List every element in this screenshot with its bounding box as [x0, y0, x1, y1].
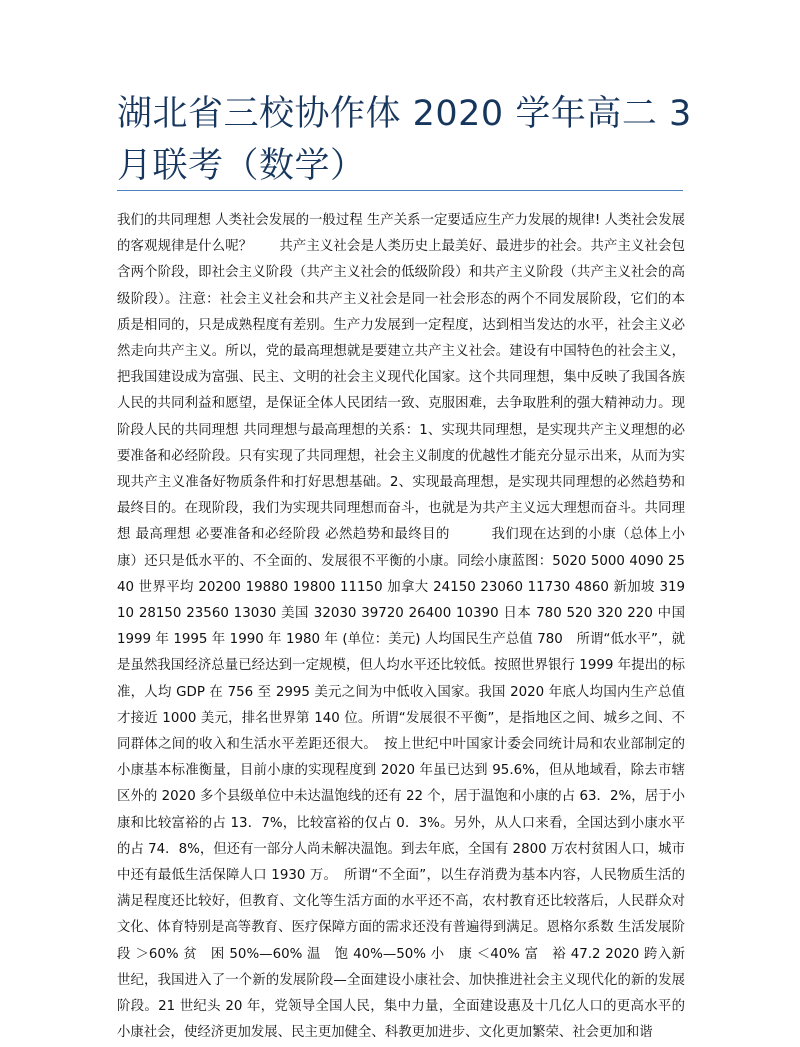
document-title: 湖北省三校协作体 2020 学年高二 3 月联考（数学）	[117, 94, 692, 186]
document-body: 我们的共同理想 人类社会发展的一般过程 生产关系一定要适应生产力发展的规律! 人类社会发展的客观规律是什么呢？ 共产主义社会是人类历史上最美好、最进步的社会。共产主义社会包含两个阶段，即社会主义阶段（共产主义社会的低级阶段）和共产主义阶段（共产主义社会的高级阶段）。注意：社会主义社会和共产主义社会是同一社会形态的两个不同发展阶段，它们的本质是相同的，只是成熟程度有差别。生产力发展到一定程度，达到相当发达的水平，社会主义必然走向共产主义。所以，党的最高理想就是要建立共产主义社会。建设有中国特色的社会主义，把我国建设成为富强、民主、文明的社会主义现代化国家。这个共同理想，集中反映了我国各族人民的共同利益和愿望，是保证全体人民团结一致、克服困难，去争取胜利的强大精神动力。现阶段人民的共同理想 共同理想与最高理想的关系：1、实现共同理想，是实现共产主义理想的必要准备和必经阶段。只有实现了共同理想，社会主义制度的优越性才能充分显示出来，从而为实现共产主义准备好物质条件和打好思想基础。2、实现最高理想，是实现共同理想的必然趋势和最终目的。在现阶段，我们为实现共同理想而奋斗，也就是为共产主义远大理想而奋斗。共同理想 最高理想 必要准备和必经阶段 必然趋势和最终目的 我们现在达到的小康（总体上小康）还只是低水平的、不全面的、发展很不平衡的小康。同绘小康蓝图：5020 5000 4090 2540 世界平均 20200 19880 19800 11150 加拿大 24150 23060 11730 4860 新加坡 31910 28150 23560 13030 美国 32030 39720 26400 10390 日本 780 520 320 220 中国 1999 年 1995 年 1990 年 1980 年 (单位：美元) 人均国民生产总值 780 所谓“低水平”，就是虽然我国经济总量已经达到一定规模，但人均水平还比较低。按照世界银行 1999 年提出的标准，人均 GDP 在 756 至 2995 美元之间为中低收入国家。我国 2020 年底人均国内生产总值才接近 1000 美元，排名世界第 140 位。所谓“发展很不平衡”，是指地区之间、城乡之间、不同群体之间的收入和生活水平差距还很大。 按上世纪中叶国家计委会同统计局和农业部制定的小康基本标准衡量，目前小康的实现程度到 2020 年虽已达到 95.6%，但从地域看，除去市辖区外的 2020 多个县级单位中未达温饱线的还有 22 个，居于温饱和小康的占 63．2%，居于小康和比较富裕的占 13．7%，比较富裕的仅占 0．3%。另外，从人口来看，全国达到小康水平的占 74．8%，但还有一部分人尚未解决温饱。到去年底，全国有 2800 万农村贫困人口，城市中还有最低生活保障人口 1930 万。 所谓“不全面”，以生存消费为基本内容，人民物质生活的满足程度还比较好，但教育、文化等生活方面的水平还不高，农村教育还比较落后，人民群众对文化、体育特别是高等教育、医疗保障方面的需求还没有普遍得到满足。恩格尔系数 生活发展阶段 ＞60% 贫 困 50%—60% 温 饱 40%—50% 小 康 ＜40% 富 裕 47.2 2020 跨入新世纪，我国进入了一个新的发展阶段—全面建设小康社会、加快推进社会主义现代化的新的发展阶段。21 世纪头 20 年，党领导全国人民，集中力量，全面建设惠及十几亿人口的更高水平的小康社会，使经济更加发展、民主更加健全、科教更加进步、文化更加繁荣、社会更加和谐	[117, 213, 685, 1041]
title-divider	[117, 190, 683, 191]
